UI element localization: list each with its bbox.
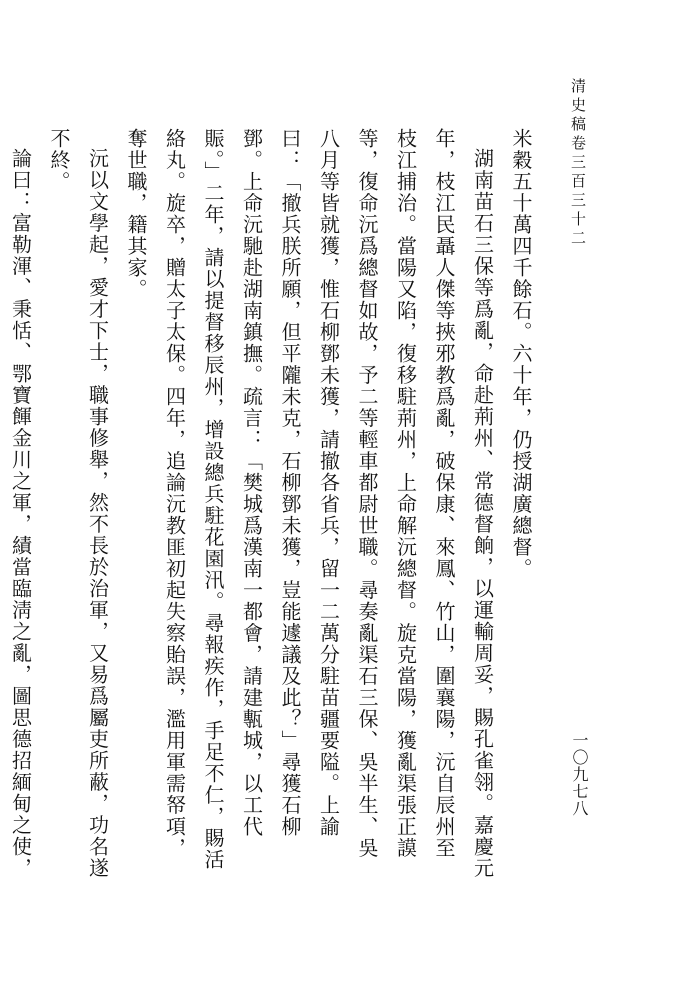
body-text (8, 128, 540, 880)
paragraph-3: 沅以文學起，愛才下士，職事修舉，然不長於治軍，又易爲屬吏所蔽，功名遂不終。 (47, 128, 110, 879)
paragraph-4: 論曰：富勒渾、秉恬、鄂寶餫金川之軍，績當臨淸之亂，圖思德招緬甸之使， (8, 148, 33, 879)
paragraph-1: 米穀五十萬四千餘石。六十年，仍授湖廣總督。 (509, 128, 533, 580)
paragraph-2: 湖南苗石三保等爲亂，命赴荊州、常德督餉，以運輸周妥，賜孔雀翎。嘉慶元年，枝江民聶人傑等挾邪教爲亂，破保康、來鳳、竹山，圍襄陽，沅自辰州至枝江捕治。當陽又陷，復移駐荊州，上命解沅總督。旋克當陽，獲亂渠張正謨等，復命沅爲總督如故，予二等輕車都尉世職。尋奏亂渠石三保、吳半生、吳八月等皆就獲，惟石柳鄧未獲，請撤各省兵，留一二萬分駐苗疆要隘。上諭曰：「撤兵朕所願，但平隴未克，石柳鄧未獲，豈能遽議及此？」尋獲石柳鄧。上命沅馳赴湖南鎮撫。疏言：「樊城爲漢南一都會，請建甎城，以工代賑。」二年，請以提督移辰州，增設總兵駐花園汛。尋報疾作，手足不仁，賜活絡丸。旋卒，贈太子太保。四年，追論沅教匪初起失察貽誤，濫用軍需帑項，奪世職，籍其家。 (124, 128, 495, 879)
page-number: 一〇九七八 (570, 732, 589, 817)
running-header: 清史稿卷三百三十二 (569, 78, 587, 249)
